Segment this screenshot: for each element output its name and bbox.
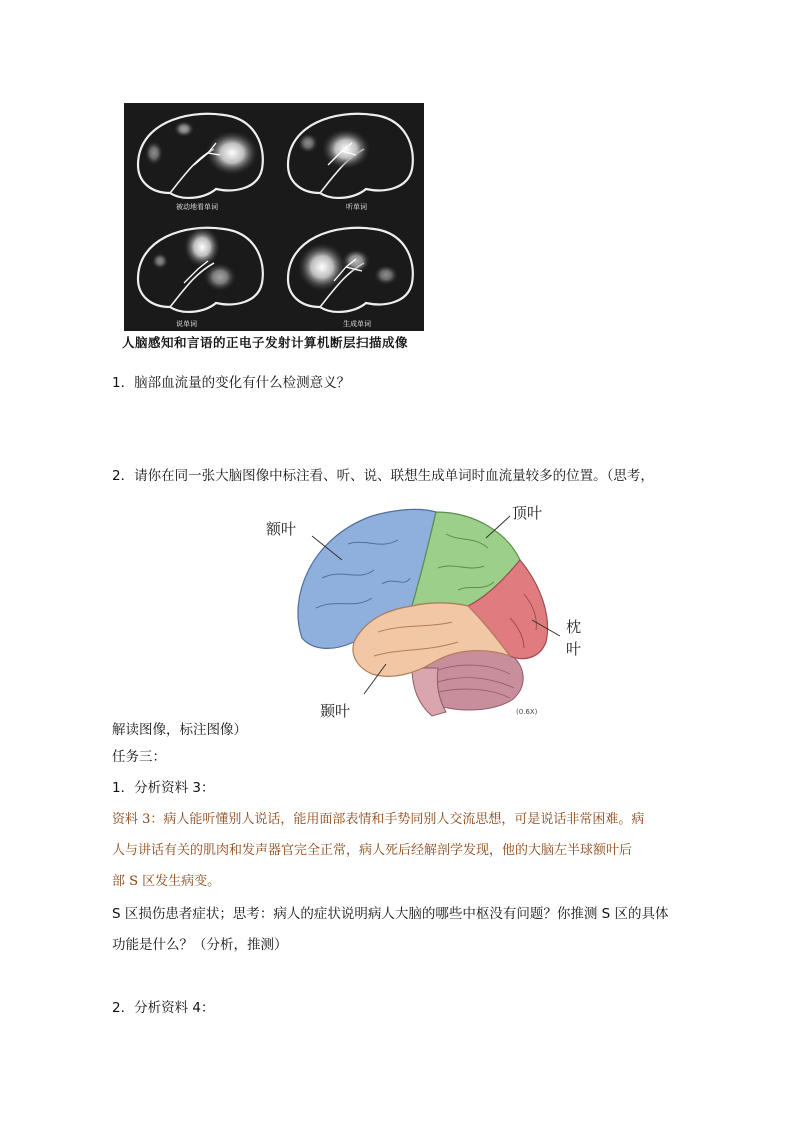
pet-scan-image bbox=[124, 103, 424, 331]
label-frontal-lobe: 额叶 bbox=[266, 520, 297, 538]
pet-caption-generate: 生成单词 bbox=[343, 320, 371, 328]
s-area-question-line-2: 功能是什么？（分析，推测） bbox=[112, 937, 288, 953]
question-2: 2．请你在同一张大脑图像中标注看、听、说、联想生成单词时血流量较多的位置。（思考， bbox=[112, 468, 654, 484]
analysis-4-heading: 2．分析资料 4： bbox=[112, 1000, 215, 1016]
brain-lobes-figure bbox=[262, 498, 588, 720]
pet-scan-figure bbox=[124, 103, 424, 331]
pet-caption-see: 被动地看单词 bbox=[176, 203, 218, 211]
label-occipital-lobe-2: 叶 bbox=[566, 640, 582, 658]
pet-caption-speak: 说单词 bbox=[176, 320, 197, 328]
material-3-line-3: 部 S 区发生病变。 bbox=[112, 874, 221, 889]
task-three-heading: 任务三： bbox=[112, 749, 166, 765]
figure2-scale: (0.6X) bbox=[516, 708, 538, 716]
brain-lobes-image bbox=[262, 498, 588, 720]
pet-caption-hear: 听单词 bbox=[346, 203, 367, 211]
figure2-instruction: 解读图像，标注图像） bbox=[112, 722, 247, 738]
material-3-line-1: 资料 3：病人能听懂别人说话，能用面部表情和手势同别人交流思想，可是说话非常困难。病 bbox=[112, 812, 645, 827]
figure1-title: 人脑感知和言语的正电子发射计算机断层扫描成像 bbox=[122, 335, 409, 350]
s-area-question-line-1: S 区损伤患者症状；思考：病人的症状说明病人大脑的哪些中枢没有问题？你推测 S 区的具体 bbox=[112, 906, 669, 922]
pet-brain-generate bbox=[288, 228, 413, 312]
label-temporal-lobe: 颞叶 bbox=[320, 702, 351, 720]
pet-brain-speak bbox=[138, 227, 263, 312]
analysis-3-heading: 1．分析资料 3： bbox=[112, 780, 215, 796]
label-parietal-lobe: 顶叶 bbox=[512, 504, 543, 522]
material-3-line-2: 人与讲话有关的肌肉和发声器官完全正常，病人死后经解剖学发现，他的大脑左半球额叶后 bbox=[112, 843, 633, 858]
pet-brain-hear bbox=[288, 114, 413, 198]
pet-brain-see bbox=[138, 114, 263, 198]
label-occipital-lobe-1: 枕 bbox=[566, 618, 582, 636]
question-1: 1．脑部血流量的变化有什么检测意义？ bbox=[112, 375, 351, 391]
